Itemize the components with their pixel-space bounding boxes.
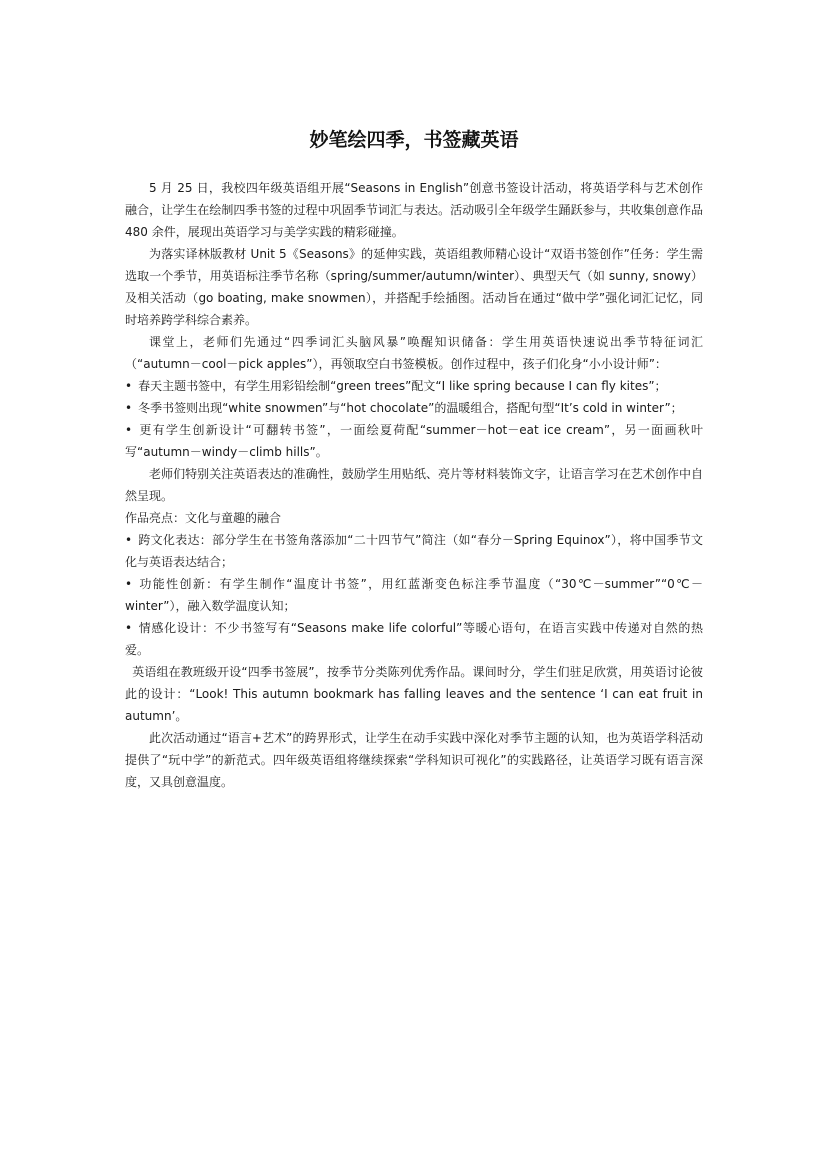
bullet-marker: • <box>125 533 133 547</box>
body-paragraph: 老师们特别关注英语表达的准确性，鼓励学生用贴纸、亮片等材料装饰文字，让语言学习在艺术创作中自然呈现。 <box>125 467 703 503</box>
section-heading: 作品亮点：文化与童趣的融合 <box>125 511 282 525</box>
document-body <box>125 177 703 793</box>
bullet-item <box>125 617 703 661</box>
bullet-text: 情感化设计：不少书签写有“Seasons make life colorful”等暖心语句，在语言实践中传递对自然的热爱。 <box>125 621 703 657</box>
bullet-item <box>125 419 703 463</box>
bullet-text: 跨文化表达：部分学生在书签角落添加“二十四节气”简注（如“春分－Spring Equinox”），将中国季节文化与英语表达结合； <box>125 533 703 569</box>
document-page <box>125 126 703 793</box>
bullet-marker: • <box>125 423 133 437</box>
body-paragraph: 为落实译林版教材 Unit 5《Seasons》的延伸实践，英语组教师精心设计“双语书签创作”任务：学生需选取一个季节，用英语标注季节名称（spring/summer/autumn/winter）、典型天气（如 sunny, snowy）及相关活动（go boating, make snowmen），并搭配手绘插图。活动旨在通过“做中学”强化词汇记忆，同时培养跨学科综合素养。 <box>125 247 703 327</box>
bullet-item <box>125 375 703 397</box>
bullet-text: 功能性创新：有学生制作“温度计书签”，用红蓝渐变色标注季节温度（“30℃－summer”“0℃－winter”），融入数学温度认知； <box>125 577 703 613</box>
bullet-marker: • <box>125 379 133 393</box>
body-paragraph: 英语组在教班级开设“四季书签展”，按季节分类陈列优秀作品。课间时分，学生们驻足欣赏，用英语讨论彼此的设计：“Look! This autumn bookmark has falling leaves and the sentence ‘I can eat fruit in autumn’。 <box>125 665 703 723</box>
bullet-text: 冬季书签则出现“white snowmen”与“hot chocolate”的温暖组合，搭配句型“It’s cold in winter”； <box>138 401 683 415</box>
body-paragraph: 课堂上，老师们先通过“四季词汇头脑风暴”唤醒知识储备：学生用英语快速说出季节特征词汇（“autumn－cool－pick apples”），再领取空白书签模板。创作过程中，孩子们化身“小小设计师”： <box>125 335 703 371</box>
bullet-item <box>125 529 703 573</box>
bullet-marker: • <box>125 401 133 415</box>
bullet-text: 更有学生创新设计“可翻转书签”，一面绘夏荷配“summer－hot－eat ice cream”，另一面画秋叶写“autumn－windy－climb hills”。 <box>125 423 703 459</box>
document-title: 妙笔绘四季，书签藏英语 <box>309 129 519 151</box>
bullet-marker: • <box>125 577 133 591</box>
body-paragraph: 5 月 25 日，我校四年级英语组开展“Seasons in English”创意书签设计活动，将英语学科与艺术创作融合，让学生在绘制四季书签的过程中巩固季节词汇与表达。活动吸引全年级学生踊跃参与，共收集创意作品 480 余件，展现出英语学习与美学实践的精彩碰撞。 <box>125 181 703 239</box>
bullet-marker: • <box>125 621 133 635</box>
body-paragraph: 此次活动通过“语言+艺术”的跨界形式，让学生在动手实践中深化对季节主题的认知，也为英语学科活动提供了“玩中学”的新范式。四年级英语组将继续探索“学科知识可视化”的实践路径，让英语学习既有语言深度，又具创意温度。 <box>125 731 703 789</box>
bullet-item <box>125 397 703 419</box>
bullet-text: 春天主题书签中，有学生用彩铅绘制“green trees”配文“I like spring because I can fly kites”； <box>138 379 667 393</box>
bullet-item <box>125 573 703 617</box>
